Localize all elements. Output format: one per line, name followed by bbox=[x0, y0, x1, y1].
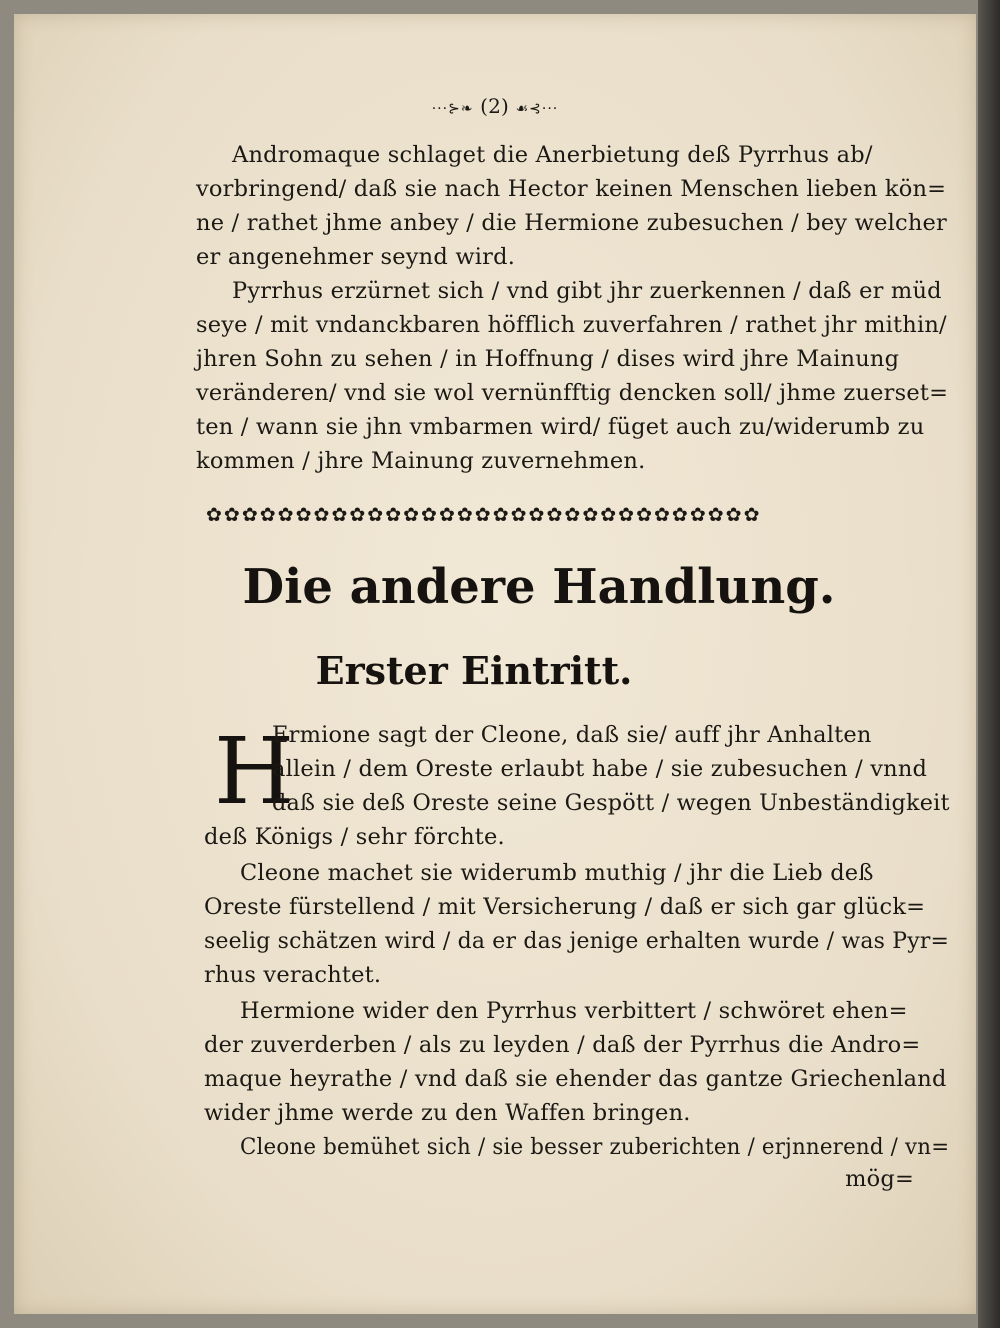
text-line: allein / dem Oreste erlaubt habe / sie zubesuchen / vnnd bbox=[272, 756, 928, 782]
text-line: jhren Sohn zu sehen / in Hoffnung / dises wird jhre Mainung bbox=[196, 346, 900, 372]
page-header bbox=[14, 94, 976, 118]
book-page bbox=[14, 14, 976, 1314]
ornament-divider: ✿✿✿✿✿✿✿✿✿✿✿✿✿✿✿✿✿✿✿✿✿✿✿✿✿✿✿✿✿✿✿ bbox=[206, 505, 762, 526]
drop-cap: H bbox=[214, 718, 295, 825]
book-gutter bbox=[978, 0, 1000, 1328]
text-line: rhus verachtet. bbox=[204, 962, 382, 988]
text-line: Cleone bemühet sich / sie besser zuberichten / erjnnerend / vn= bbox=[240, 1134, 950, 1160]
text-line: daß sie deß Oreste seine Gespött / wegen Unbeständigkeit bbox=[272, 790, 950, 816]
text-line: der zuverderben / als zu leyden / daß der Pyrrhus die Andro= bbox=[204, 1032, 921, 1058]
header-ornament-left: ···⊱❧ bbox=[431, 101, 474, 117]
text-line: maque heyrathe / vnd daß sie ehender das gantze Griechenland bbox=[204, 1066, 947, 1092]
text-line: er angenehmer seynd wird. bbox=[196, 244, 516, 270]
text-line: Ermione sagt der Cleone, daß sie/ auff jhr Anhalten bbox=[272, 722, 872, 748]
text-line: deß Königs / sehr förchte. bbox=[204, 824, 505, 850]
text-line: ne / rathet jhme anbey / die Hermione zubesuchen / bey welcher bbox=[196, 210, 947, 236]
text-line: vorbringend/ daß sie nach Hector keinen Menschen lieben kön= bbox=[196, 176, 947, 202]
text-line: Pyrrhus erzürnet sich / vnd gibt jhr zuerkennen / daß er müd bbox=[232, 278, 942, 304]
header-ornament-right: ☙⊰··· bbox=[515, 101, 559, 117]
text-line: seelig schätzen wird / da er das jenige erhalten wurde / was Pyr= bbox=[204, 928, 950, 954]
text-line: Oreste fürstellend / mit Versicherung / daß er sich gar glück= bbox=[204, 894, 926, 920]
text-line: veränderen/ vnd sie wol vernünfftig dencken soll/ jhme zuerset= bbox=[196, 380, 949, 406]
text-line: ten / wann sie jhn vmbarmen wird/ füget auch zu/widerumb zu bbox=[196, 414, 925, 440]
section-title: Die andere Handlung. bbox=[242, 559, 836, 615]
text-line: Hermione wider den Pyrrhus verbittert / schwöret ehen= bbox=[240, 998, 908, 1024]
page-number: (2) bbox=[480, 94, 510, 118]
text-line: Cleone machet sie widerumb muthig / jhr die Lieb deß bbox=[240, 860, 874, 886]
text-line: Andromaque schlaget die Anerbietung deß Pyrrhus ab/ bbox=[232, 142, 873, 168]
section-subtitle: Erster Eintritt. bbox=[315, 648, 633, 693]
catchword: mög= bbox=[845, 1166, 914, 1192]
text-line: wider jhme werde zu den Waffen bringen. bbox=[204, 1100, 691, 1126]
text-line: seye / mit vndanckbaren höfflich zuverfahren / rathet jhr mithin/ bbox=[196, 312, 947, 338]
text-line: kommen / jhre Mainung zuvernehmen. bbox=[196, 448, 646, 474]
